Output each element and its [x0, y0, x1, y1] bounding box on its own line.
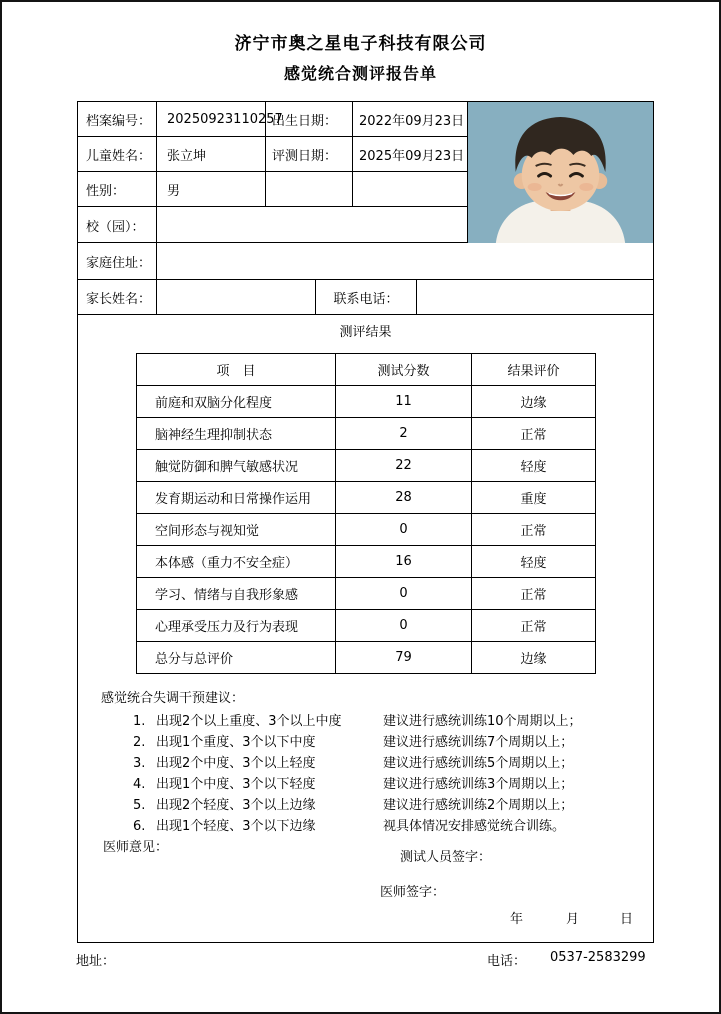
empty-value-cell: [353, 172, 469, 206]
footer-phone-label: 电话：: [487, 954, 527, 969]
doctor-opinion-label: 医师意见：: [103, 840, 169, 855]
result-item: 触觉防御和脾气敏感状况: [137, 450, 336, 482]
school-label: 校（园）：: [78, 207, 157, 243]
empty-label-cell: [266, 172, 353, 206]
gender-label: 性别：: [78, 172, 157, 206]
result-evaluation: 边缘: [472, 386, 596, 418]
birth-date-value: 2022年09月23日: [359, 113, 465, 129]
school-value: [157, 207, 469, 243]
table-row: [137, 514, 596, 546]
row-parent-phone: [78, 280, 653, 315]
contact-phone-label: 联系电话：: [316, 280, 417, 314]
table-row: [137, 482, 596, 514]
row-name-assess: [78, 137, 469, 172]
result-item: 脑神经生理抑制状态: [137, 418, 336, 450]
suggestion-item: [101, 774, 646, 795]
result-score: 2: [336, 418, 472, 450]
suggestion-advice: 建议进行感统训练7个周期以上；: [383, 735, 574, 750]
suggestion-condition: 出现2个中度、3个以上轻度: [156, 756, 316, 771]
footer-phone-value: 0537-2583299: [550, 950, 646, 965]
tester-signature-label: 测试人员签字：: [400, 850, 492, 865]
header-score: 测试分数: [336, 354, 472, 386]
suggestion-item: [101, 711, 646, 732]
suggestion-advice: 建议进行感统训练10个周期以上；: [383, 714, 582, 729]
row-gender: [78, 172, 469, 207]
cheek-right: [579, 183, 593, 191]
suggestion-number: 3.: [133, 756, 146, 771]
results-header-row: [137, 354, 596, 386]
suggestion-item: [101, 732, 646, 753]
cheek-left: [528, 183, 542, 191]
home-address-value: [157, 243, 653, 279]
child-name-label: 儿童姓名：: [78, 137, 157, 171]
file-no-label: 档案编号：: [78, 102, 157, 136]
result-evaluation: 边缘: [472, 642, 596, 674]
table-row: [137, 578, 596, 610]
report-form: [77, 101, 654, 943]
gender-value: 男: [157, 172, 266, 206]
result-score: 0: [336, 578, 472, 610]
row-file-birth: [78, 102, 469, 137]
result-evaluation: 正常: [472, 418, 596, 450]
result-item: 总分与总评价: [137, 642, 336, 674]
table-row: [137, 642, 596, 674]
suggestion-number: 6.: [133, 819, 146, 834]
suggestion-condition: 出现2个以上重度、3个以上中度: [156, 714, 342, 729]
result-evaluation: 正常: [472, 610, 596, 642]
date-year-label: 年: [510, 912, 524, 927]
suggestion-number: 2.: [133, 735, 146, 750]
result-evaluation: 轻度: [472, 546, 596, 578]
result-evaluation: 正常: [472, 578, 596, 610]
results-section-title: 测评结果: [339, 325, 392, 340]
intervention-suggestions: [101, 689, 646, 837]
contact-phone-value: [417, 280, 653, 314]
suggestion-advice: 建议进行感统训练2个周期以上；: [383, 798, 574, 813]
suggestion-item: [101, 795, 646, 816]
report-title: 感觉统合测评报告单: [283, 64, 437, 83]
suggestions-heading: 感觉统合失调干预建议：: [101, 691, 245, 706]
table-row: [137, 450, 596, 482]
result-score: 28: [336, 482, 472, 514]
suggestion-item: [101, 816, 646, 837]
assess-date-value: 2025年09月23日: [359, 148, 465, 164]
row-home-address: [78, 243, 653, 280]
result-item: 本体感（重力不安全症）: [137, 546, 336, 578]
row-school: [78, 207, 469, 243]
child-photo: [467, 102, 653, 243]
birth-date-label: 出生日期：: [266, 102, 353, 136]
suggestion-number: 1.: [133, 714, 146, 729]
table-row: [137, 386, 596, 418]
result-score: 22: [336, 450, 472, 482]
result-item: 发育期运动和日常操作运用: [137, 482, 336, 514]
results-table: [136, 353, 596, 674]
suggestion-advice: 建议进行感统训练5个周期以上；: [383, 756, 574, 771]
suggestion-condition: 出现1个轻度、3个以下边缘: [156, 819, 316, 834]
date-month-label: 月: [566, 912, 580, 927]
table-row: [137, 610, 596, 642]
home-address-label: 家庭住址：: [78, 243, 157, 279]
parent-name-label: 家长姓名：: [78, 280, 157, 314]
results-table-body: [137, 386, 596, 674]
suggestion-advice: 建议进行感统训练3个周期以上；: [383, 777, 574, 792]
header-evaluation: 结果评价: [472, 354, 596, 386]
result-evaluation: 重度: [472, 482, 596, 514]
parent-name-value: [157, 280, 316, 314]
child-name-value: 张立坤: [157, 137, 266, 171]
result-evaluation: 轻度: [472, 450, 596, 482]
header-item: 项 目: [137, 354, 336, 386]
child-photo-illustration: [468, 102, 653, 243]
result-evaluation: 正常: [472, 514, 596, 546]
suggestion-number: 4.: [133, 777, 146, 792]
file-no-value: 20250923110257: [157, 102, 266, 136]
result-score: 0: [336, 610, 472, 642]
result-item: 心理承受压力及行为表现: [137, 610, 336, 642]
result-score: 0: [336, 514, 472, 546]
result-score: 16: [336, 546, 472, 578]
suggestion-condition: 出现1个中度、3个以下轻度: [156, 777, 316, 792]
result-item: 前庭和双脑分化程度: [137, 386, 336, 418]
table-row: [137, 418, 596, 450]
company-title: 济宁市奥之星电子科技有限公司: [234, 34, 487, 54]
table-row: [137, 546, 596, 578]
suggestions-list: [101, 711, 646, 837]
result-item: 空间形态与视知觉: [137, 514, 336, 546]
suggestion-condition: 出现2个轻度、3个以上边缘: [156, 798, 316, 813]
suggestion-number: 5.: [133, 798, 146, 813]
result-score: 11: [336, 386, 472, 418]
suggestion-advice: 视具体情况安排感觉统合训练。: [383, 819, 566, 834]
doctor-signature-label: 医师签字：: [380, 885, 446, 900]
result-score: 79: [336, 642, 472, 674]
date-day-label: 日: [620, 912, 634, 927]
footer-address-label: 地址：: [76, 954, 116, 969]
result-item: 学习、情绪与自我形象感: [137, 578, 336, 610]
suggestion-condition: 出现1个重度、3个以下中度: [156, 735, 316, 750]
assess-date-label: 评测日期：: [266, 137, 353, 171]
profile-section: [78, 102, 653, 243]
suggestion-item: [101, 753, 646, 774]
